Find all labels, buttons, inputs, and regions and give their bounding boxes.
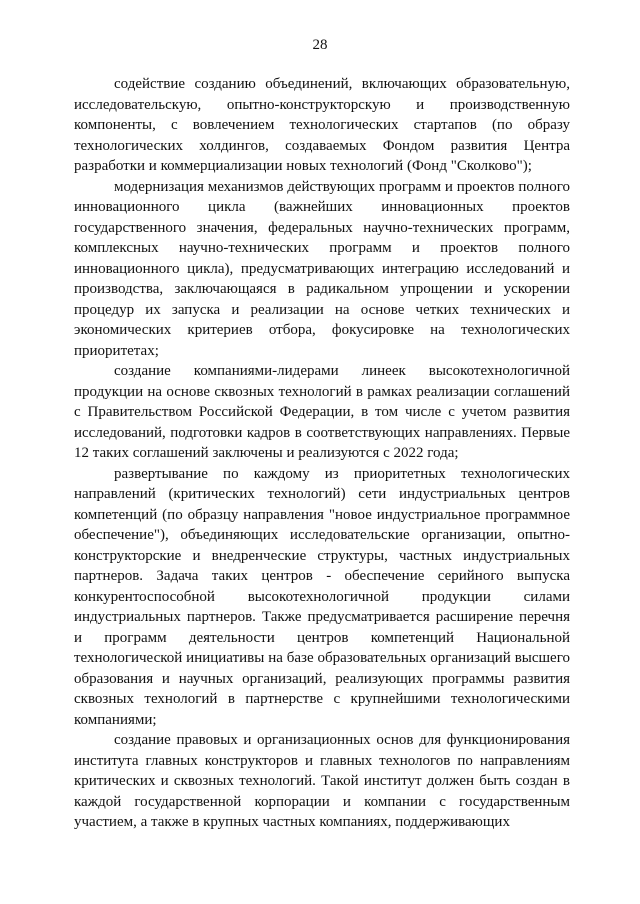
paragraph-chief-designers: создание правовых и организационных основ для функционирования института главных конструкторов и главных технологов по направлениям критических и сквозных технологий. Такой институт должен быть создан в каждой государственной корпорации и компании с государственным участием, а также в крупных частных компаниях, поддерживающих [74,732,570,830]
page-number: 28 [312,37,328,53]
paragraph-skolkovo-associations: содействие созданию объединений, включающих образовательную, исследовательскую, опытно-конструкторскую и производственную компоненты, с вовлечением технологических стартапов (по образу технологических холдингов, создаваемых Фондом развития Центра разработки и коммерциализации новых технологий (Фонд "Сколково"); [74,76,570,174]
paragraph-leader-companies: создание компаниями-лидерами линеек высокотехнологичной продукции на основе сквозных технологий в рамках реализации соглашений с Правительством Российской Федерации, в том числе с учетом развития исследований, подготовки кадров в соответствующих направлениях. Первые 12 таких соглашений заключены и реализуются с 2022 года; [74,363,570,461]
paragraph-competence-centers: развертывание по каждому из приоритетных технологических направлений (критических технологий) сети индустриальных центров компетенций (по образцу направления "новое индустриальное программное обеспечение"), объединяющих исследовательские организации, опытно-конструкторские и внедренческие структуры, частных индустриальных партнеров. Задача таких центров - обеспечение серийного выпуска конкурентоспособной высокотехнологичной продукции силами индустриальных партнеров. Также предусматривается расширение перечня и программ деятельности центров компетенций Национальной технологической инициативы на базе образовательных организаций высшего образования и научных организаций, реализующих программы развития сквозных технологий в партнерстве с крупнейшими технологическими компаниями; [74,465,570,728]
paragraph-innovation-programs: модернизация механизмов действующих программ и проектов полного инновационного цикла (важнейших инновационных проектов государственного значения, федеральных научно-технических программ, комплексных научно-технических программ и проектов полного инновационного цикла), предусматривающих интеграцию исследований и производства, заключающаяся в радикальном упрощении и ускорении процедур их запуска и реализации на основе четких технических и экономических критериев отбора, фокусировке на технологических приоритетах; [74,178,570,359]
document-body [74,74,570,833]
